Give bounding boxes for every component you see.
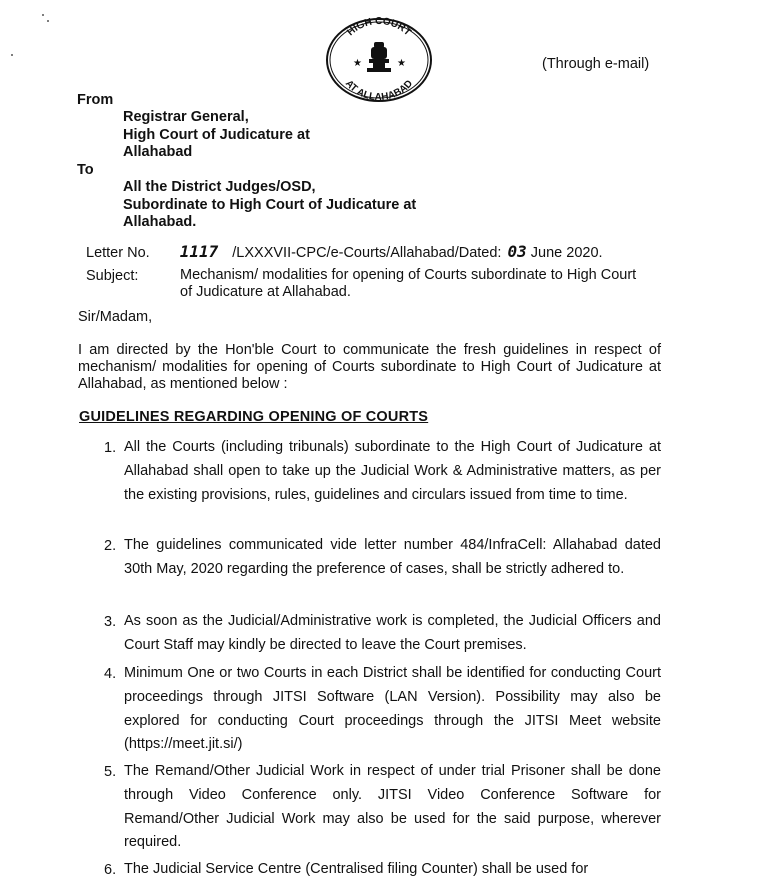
letter-reference: /LXXXVII-CPC/e-Courts/Allahabad/Dated: (232, 245, 502, 261)
subject-label: Subject: (86, 268, 139, 284)
item-number: 1. (104, 440, 117, 456)
from-label: From (77, 92, 114, 108)
guideline-item: The guidelines communicated vide letter number 484/InfraCell: Allahabad dated 30th May, 2020 regarding the preference of cases, shall be strictly adhered to. (124, 537, 661, 577)
svg-text:★: ★ (353, 58, 362, 69)
delivery-note: (Through e-mail) (542, 56, 650, 72)
svg-text:★: ★ (397, 58, 406, 69)
to-address (123, 179, 416, 232)
from-line: Registrar General, (123, 109, 249, 125)
high-court-seal (323, 16, 435, 104)
from-line: High Court of Judicature at (123, 126, 310, 143)
scan-speck (42, 14, 44, 16)
to-label: To (77, 162, 94, 178)
svg-text:AT ALLAHABAD (343, 78, 415, 103)
to-line: Allahabad. (123, 214, 197, 230)
scan-speck (11, 54, 13, 56)
item-number: 4. (104, 666, 117, 682)
guideline-item: Minimum One or two Courts in each District shall be identified for conducting Court proceedings through JITSI Software (LAN Version). Possibility may also be explored for conducting Court proceedings through the JITSI Meet website (https://meet.jit.si/) (124, 665, 661, 753)
to-line: All the District Judges/OSD, (123, 179, 316, 195)
guideline-item: The Remand/Other Judicial Work in respect of under trial Prisoner shall be done through Video Conference only. JITSI Video Conference Software for Remand/Other Judicial Work may also be used for the said purpose, wherever required. (124, 763, 661, 851)
item-number: 3. (104, 614, 117, 630)
intro-paragraph: I am directed by the Hon'ble Court to communicate the fresh guidelines in respect of mechanism/ modalities for opening of Courts subordinate to High Court of Judicature at Allahabad, as mentioned below : (78, 342, 661, 392)
to-line: Subordinate to High Court of Judicature at (123, 196, 417, 213)
letter-date-rest: June 2020. (530, 245, 603, 261)
letter-date-day: 03 (507, 242, 527, 261)
item-number: 5. (104, 764, 117, 780)
section-heading: GUIDELINES REGARDING OPENING OF COURTS (79, 409, 429, 425)
subject-text: Mechanism/ modalities for opening of Courts subordinate to High Court of Judicature at Allahabad. (180, 267, 637, 300)
guideline-item: The Judicial Service Centre (Centralised filing Counter) shall be used for (124, 861, 589, 877)
from-address (123, 109, 310, 162)
salutation: Sir/Madam, (78, 309, 153, 325)
guideline-item: All the Courts (including tribunals) subordinate to the High Court of Judicature at Allahabad shall open to take up the Judicial Work & Administrative matters, as per the existing provisions, rules, guidelines and circulars issued from time to time. (124, 439, 661, 503)
letter-line (86, 242, 603, 263)
seal-top-text: HIGH COURT (345, 16, 413, 39)
letter-label: Letter No. (86, 245, 150, 261)
letter-number: 1117 (179, 242, 219, 261)
svg-text:HIGH COURT (345, 16, 413, 38)
from-line: Allahabad (123, 144, 193, 160)
seal-bottom-text: AT ALLAHABAD (342, 78, 416, 104)
item-number: 2. (104, 538, 117, 554)
guideline-item: As soon as the Judicial/Administrative work is completed, the Judicial Officers and Court Staff may kindly be directed to leave the Court premises. (124, 613, 661, 653)
scan-speck (47, 20, 49, 22)
item-number: 6. (104, 862, 117, 878)
